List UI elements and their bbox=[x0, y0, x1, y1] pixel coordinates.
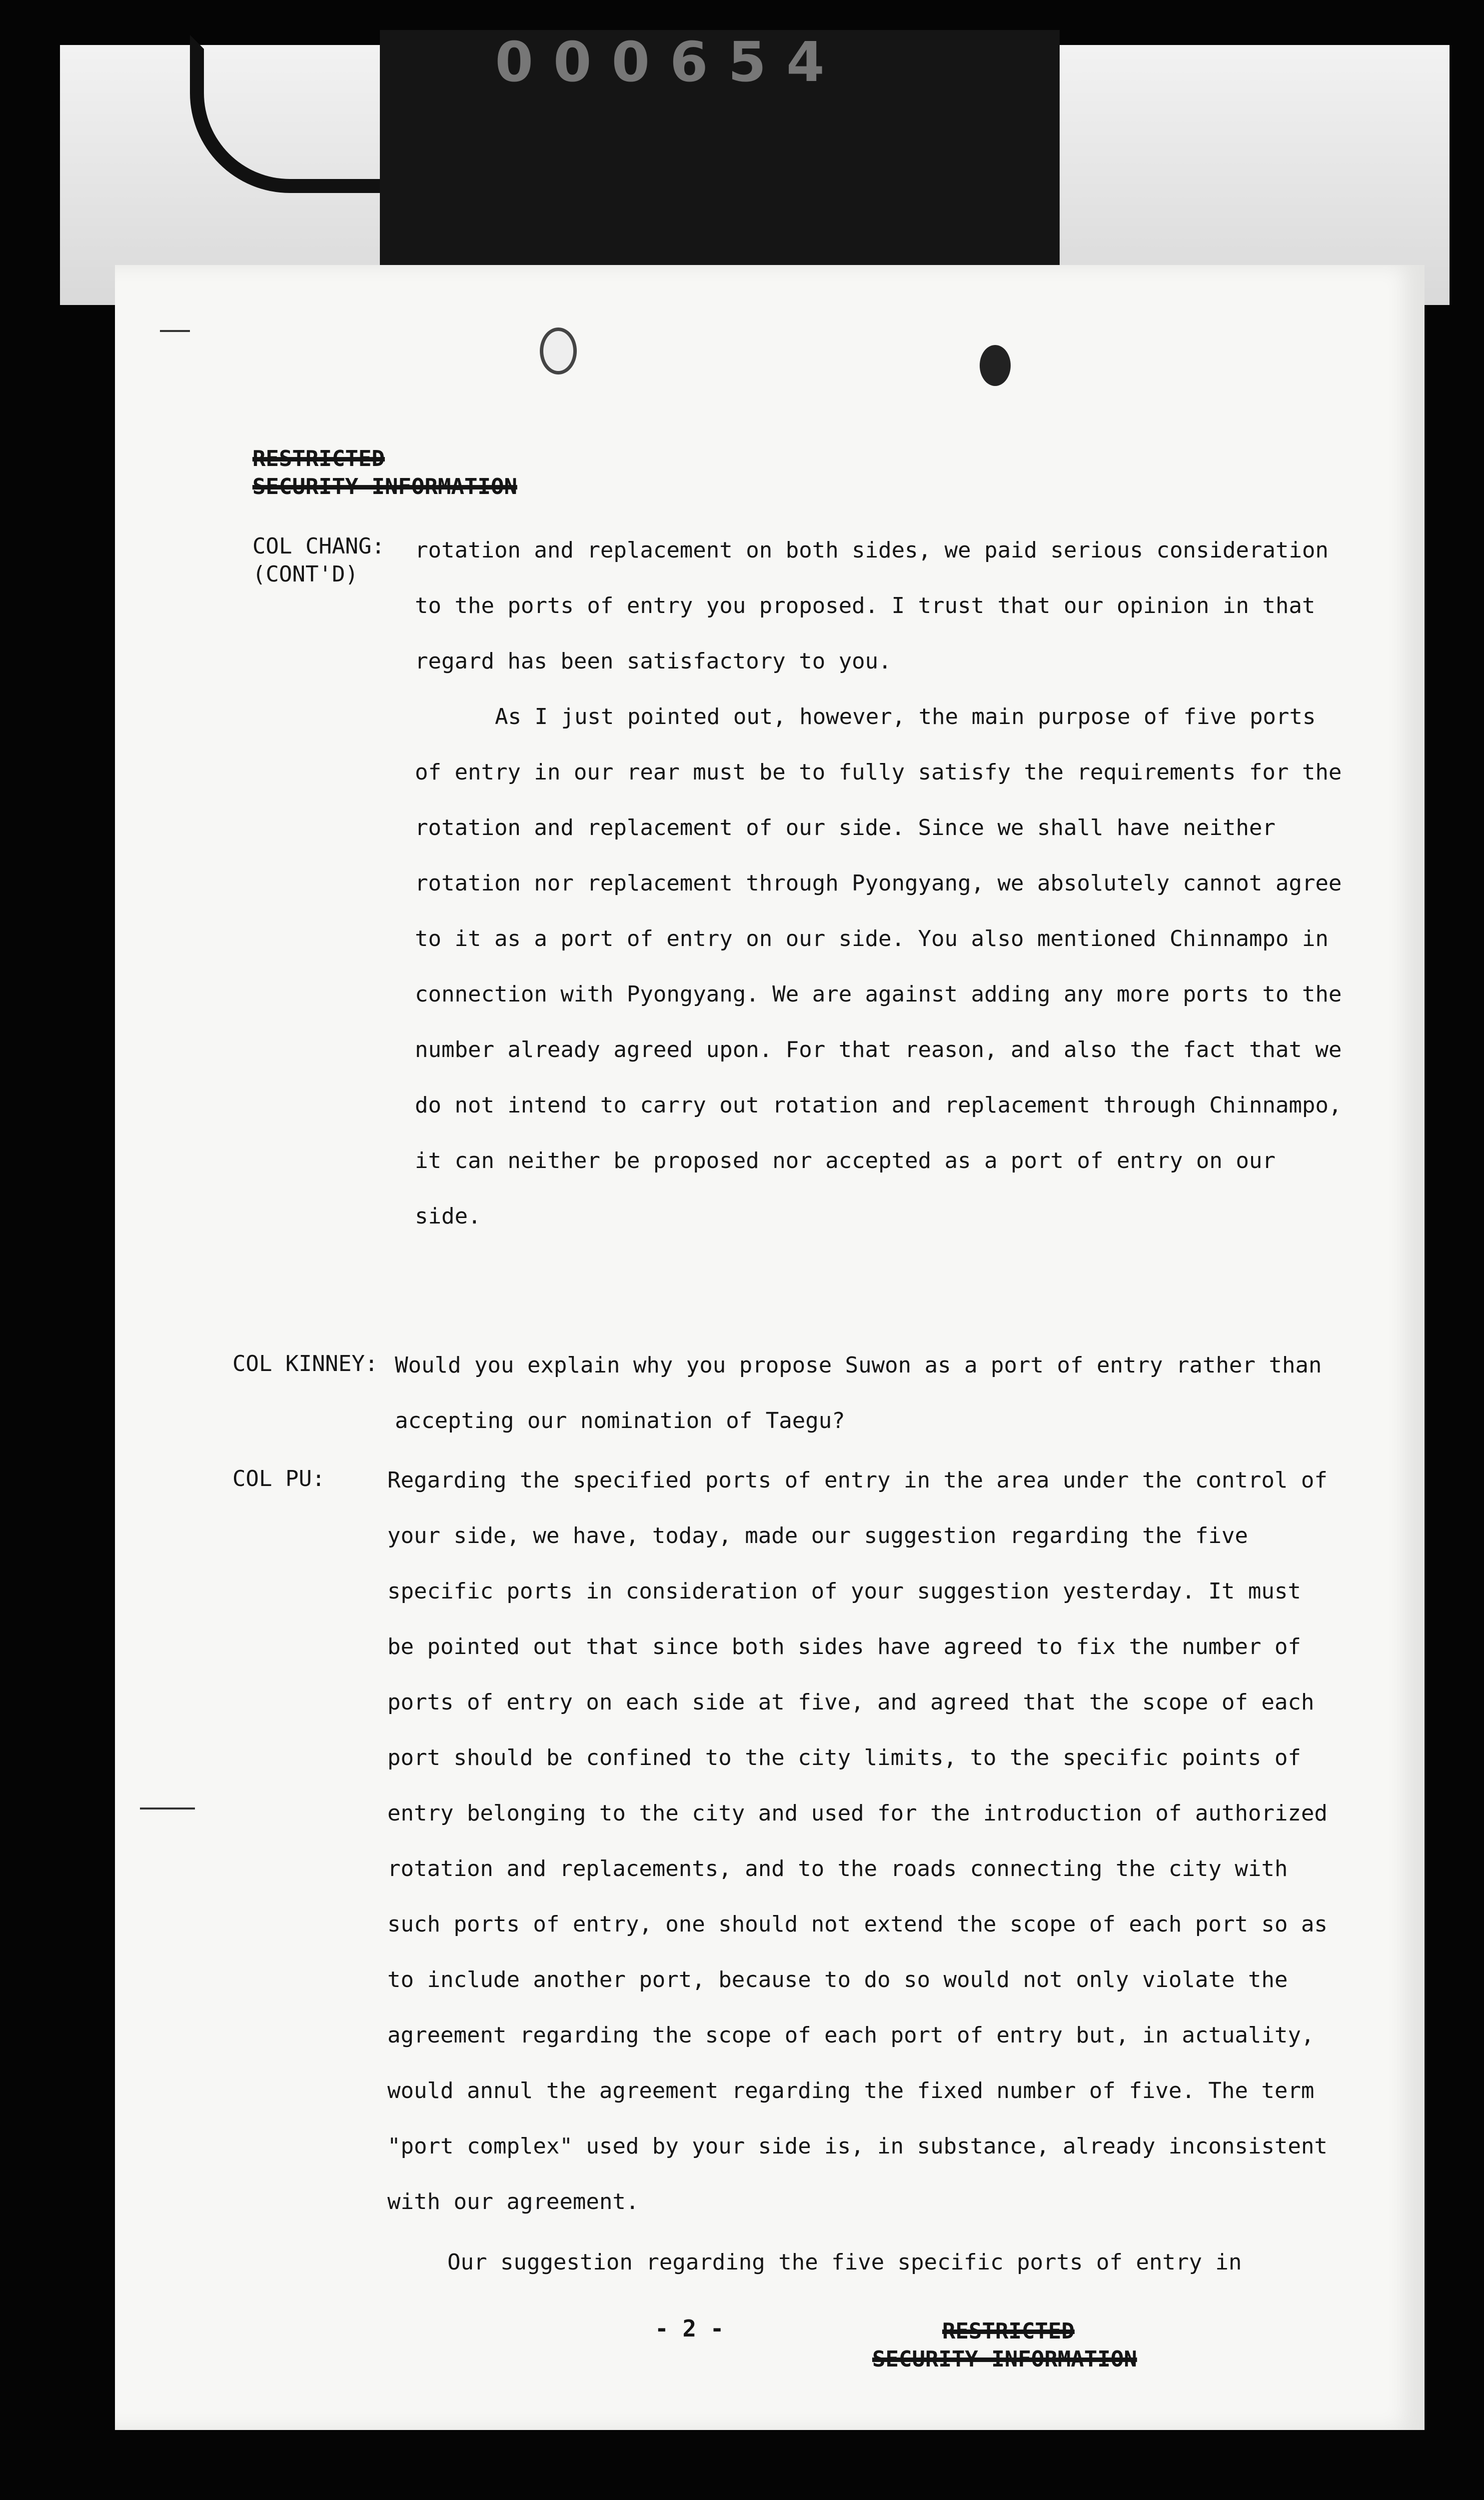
footer-classification bbox=[872, 2318, 1137, 2374]
speaker-name: COL PU: bbox=[232, 1466, 325, 1492]
speech-col-pu bbox=[387, 1452, 1337, 2290]
speech-col-chang bbox=[415, 522, 1355, 1244]
page-number: - 2 - bbox=[655, 2315, 724, 2342]
speech-col-kinney bbox=[395, 1338, 1345, 1448]
speaker-continued: (CONT'D) bbox=[252, 562, 358, 587]
speech-paragraph: As I just pointed out, however, the main purpose of five ports of entry in our rear must be to fully satisfy the requirements for the rotation and replacement of our side. Since we shall have neither rotation nor replacement through Pyongyang, we absolutely cannot agree to it as a port of entry on our side. You also mentioned Chinnampo in connection with Pyongyang. We are against adding any more ports to the number already agreed upon. For that reason, and also the fact that we do not intend to carry out rotation and replacement through Chinnampo, it can neither be proposed nor accepted as a port of entry on our side. bbox=[415, 704, 1342, 1229]
stray-mark bbox=[140, 1808, 195, 1810]
speaker-name: COL CHANG: bbox=[252, 534, 385, 559]
punch-hole bbox=[540, 328, 577, 374]
speaker-col-kinney bbox=[232, 1350, 378, 1378]
punch-hole bbox=[980, 345, 1011, 386]
speech-paragraph: Our suggestion regarding the five specific ports of entry in bbox=[447, 2250, 1242, 2275]
speech-paragraph: rotation and replacement on both sides, we paid serious consideration to the ports of entry you proposed. I trust that our opinion in that regard has been satisfactory to you. bbox=[415, 538, 1329, 674]
classification-security-information: SECURITY INFORMATION bbox=[252, 474, 517, 500]
speaker-col-chang bbox=[252, 532, 385, 588]
classification-security-information: SECURITY INFORMATION bbox=[872, 2346, 1137, 2372]
stray-mark bbox=[160, 330, 190, 332]
speaker-col-pu bbox=[232, 1465, 325, 1493]
header-classification bbox=[252, 445, 517, 501]
speech-paragraph: Would you explain why you propose Suwon as a port of entry rather than accepting our nomination of Taegu? bbox=[395, 1352, 1322, 1434]
classification-restricted: RESTRICTED bbox=[942, 2318, 1075, 2344]
speaker-name: COL KINNEY: bbox=[232, 1351, 378, 1376]
film-frame-label: 000654 bbox=[495, 30, 845, 90]
speech-paragraph: Regarding the specified ports of entry in the area under the control of your side, we have, today, made our suggestion regarding the five specific ports in consideration of your suggestion yesterday. It must be pointed out that since both sides have agreed to fix the number of ports of entry on each side at five, and agreed that the scope of each port should be confined to the city limits, to the specific points of entry belonging to the city and used for the introduction of authorized rotation and replacements, and to the roads connecting the city with such ports of entry, one should not extend the scope of each port so as to include another port, because to do so would not only violate the agreement regarding the scope of each port of entry but, in actuality, would annul the agreement regarding the fixed number of five. The term "port complex" used by your side is, in substance, already inconsistent with our agreement. bbox=[387, 1468, 1328, 2214]
document-page bbox=[115, 265, 1425, 2430]
classification-restricted: RESTRICTED bbox=[252, 446, 385, 472]
